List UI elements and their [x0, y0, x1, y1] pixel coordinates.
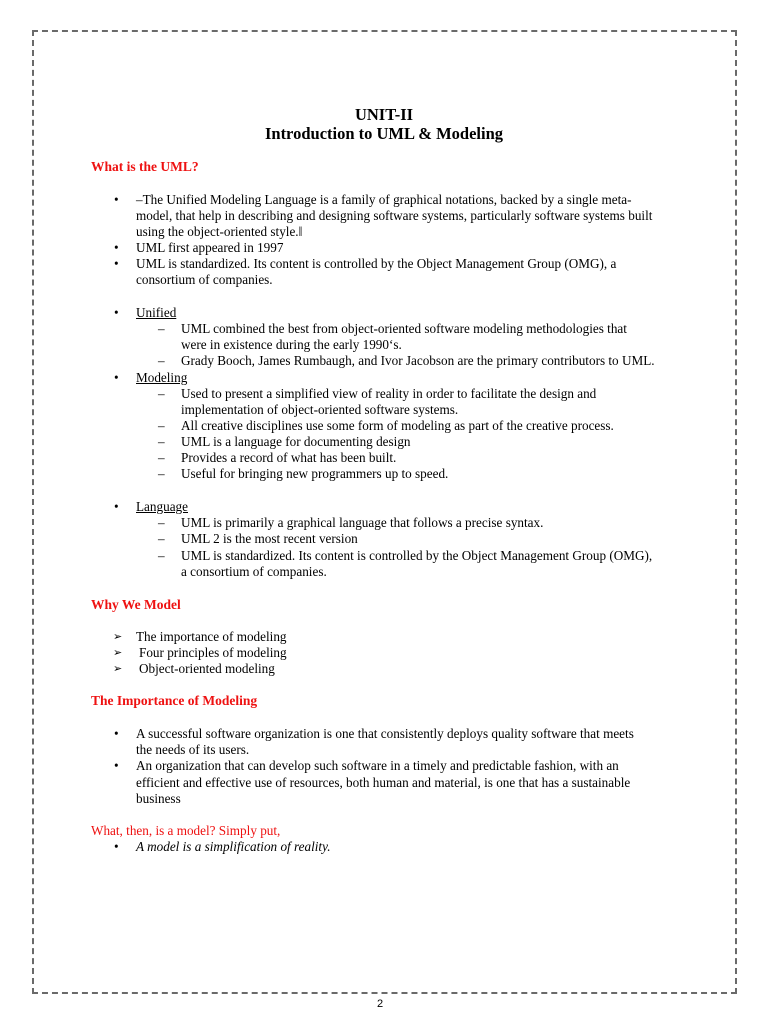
dash-marker: –: [158, 321, 165, 336]
text-line: Used to present a simplified view of reality in order to facilitate the design and: [181, 386, 597, 401]
text-line: Object-oriented modeling: [139, 661, 275, 676]
dash-marker: –: [158, 353, 165, 368]
model-intro: What, then, is a model? Simply put,: [91, 823, 281, 838]
text-line: UML is standardized. Its content is controlled by the Object Management Group (OMG),: [181, 548, 653, 563]
bullet-marker: •: [114, 192, 119, 207]
dash-marker: –: [158, 531, 165, 546]
arrow-bullet-icon: ➢: [113, 631, 123, 643]
bullet-marker: •: [114, 256, 119, 271]
bullet-marker: •: [114, 839, 119, 854]
bullet-marker: •: [114, 499, 119, 514]
text-line: UML first appeared in 1997: [136, 240, 284, 255]
bullet-marker: •: [114, 370, 119, 385]
dash-marker: –: [158, 418, 165, 433]
text-line: business: [136, 791, 181, 806]
dash-marker: –: [158, 450, 165, 465]
text-line: A successful software organization is one that consistently deploys quality software that meets: [136, 726, 634, 741]
text-line: Provides a record of what has been built.: [181, 450, 397, 465]
model-definition: A model is a simplification of reality.: [136, 839, 331, 854]
bullet-marker: •: [114, 240, 119, 255]
label-unified: Unified: [136, 305, 177, 320]
text-line: were in existence during the early 1990‘s.: [181, 337, 402, 352]
unit-title: UNIT-II: [354, 105, 414, 124]
text-line: Four principles of modeling: [139, 645, 287, 660]
bullet-marker: •: [114, 758, 119, 773]
text-line: model, that help in describing and designing software systems, particularly software systems built: [136, 208, 653, 223]
text-line: using the object-oriented style.‖: [136, 224, 303, 239]
dash-marker: –: [158, 548, 165, 563]
text-line: –The Unified Modeling Language is a family of graphical notations, backed by a single meta-: [136, 192, 632, 207]
page-number: 2: [376, 998, 384, 1010]
dash-marker: –: [158, 466, 165, 481]
text-line: UML is primarily a graphical language that follows a precise syntax.: [181, 515, 544, 530]
text-line: a consortium of companies.: [181, 564, 327, 579]
bullet-marker: •: [114, 726, 119, 741]
page-title: Introduction to UML & Modeling: [264, 124, 504, 143]
text-line: An organization that can develop such software in a timely and predictable fashion, with an: [136, 758, 619, 773]
heading-importance: The Importance of Modeling: [91, 693, 258, 708]
text-line: Grady Booch, James Rumbaugh, and Ivor Jacobson are the primary contributors to UML.: [181, 353, 655, 368]
text-line: UML combined the best from object-oriented software modeling methodologies that: [181, 321, 627, 336]
label-modeling: Modeling: [136, 370, 188, 385]
text-line: All creative disciplines use some form of modeling as part of the creative process.: [181, 418, 614, 433]
dash-marker: –: [158, 434, 165, 449]
text-line: The importance of modeling: [136, 629, 287, 644]
text-line: UML is a language for documenting design: [181, 434, 411, 449]
text-line: UML 2 is the most recent version: [181, 531, 358, 546]
arrow-bullet-icon: ➢: [113, 647, 123, 659]
text-line: consortium of companies.: [136, 272, 273, 287]
heading-what-is-uml: What is the UML?: [91, 159, 199, 174]
label-language: Language: [136, 499, 188, 514]
arrow-bullet-icon: ➢: [113, 663, 123, 675]
text-line: implementation of object-oriented software systems.: [181, 402, 459, 417]
text-line: UML is standardized. Its content is controlled by the Object Management Group (OMG), a: [136, 256, 617, 271]
text-line: Useful for bringing new programmers up to speed.: [181, 466, 449, 481]
bullet-marker: •: [114, 305, 119, 320]
text-line: the needs of its users.: [136, 742, 250, 757]
text-line: efficient and effective use of resources, both human and material, is one that has a sustainable: [136, 775, 631, 790]
heading-why-we-model: Why We Model: [91, 597, 181, 612]
dash-marker: –: [158, 386, 165, 401]
dash-marker: –: [158, 515, 165, 530]
